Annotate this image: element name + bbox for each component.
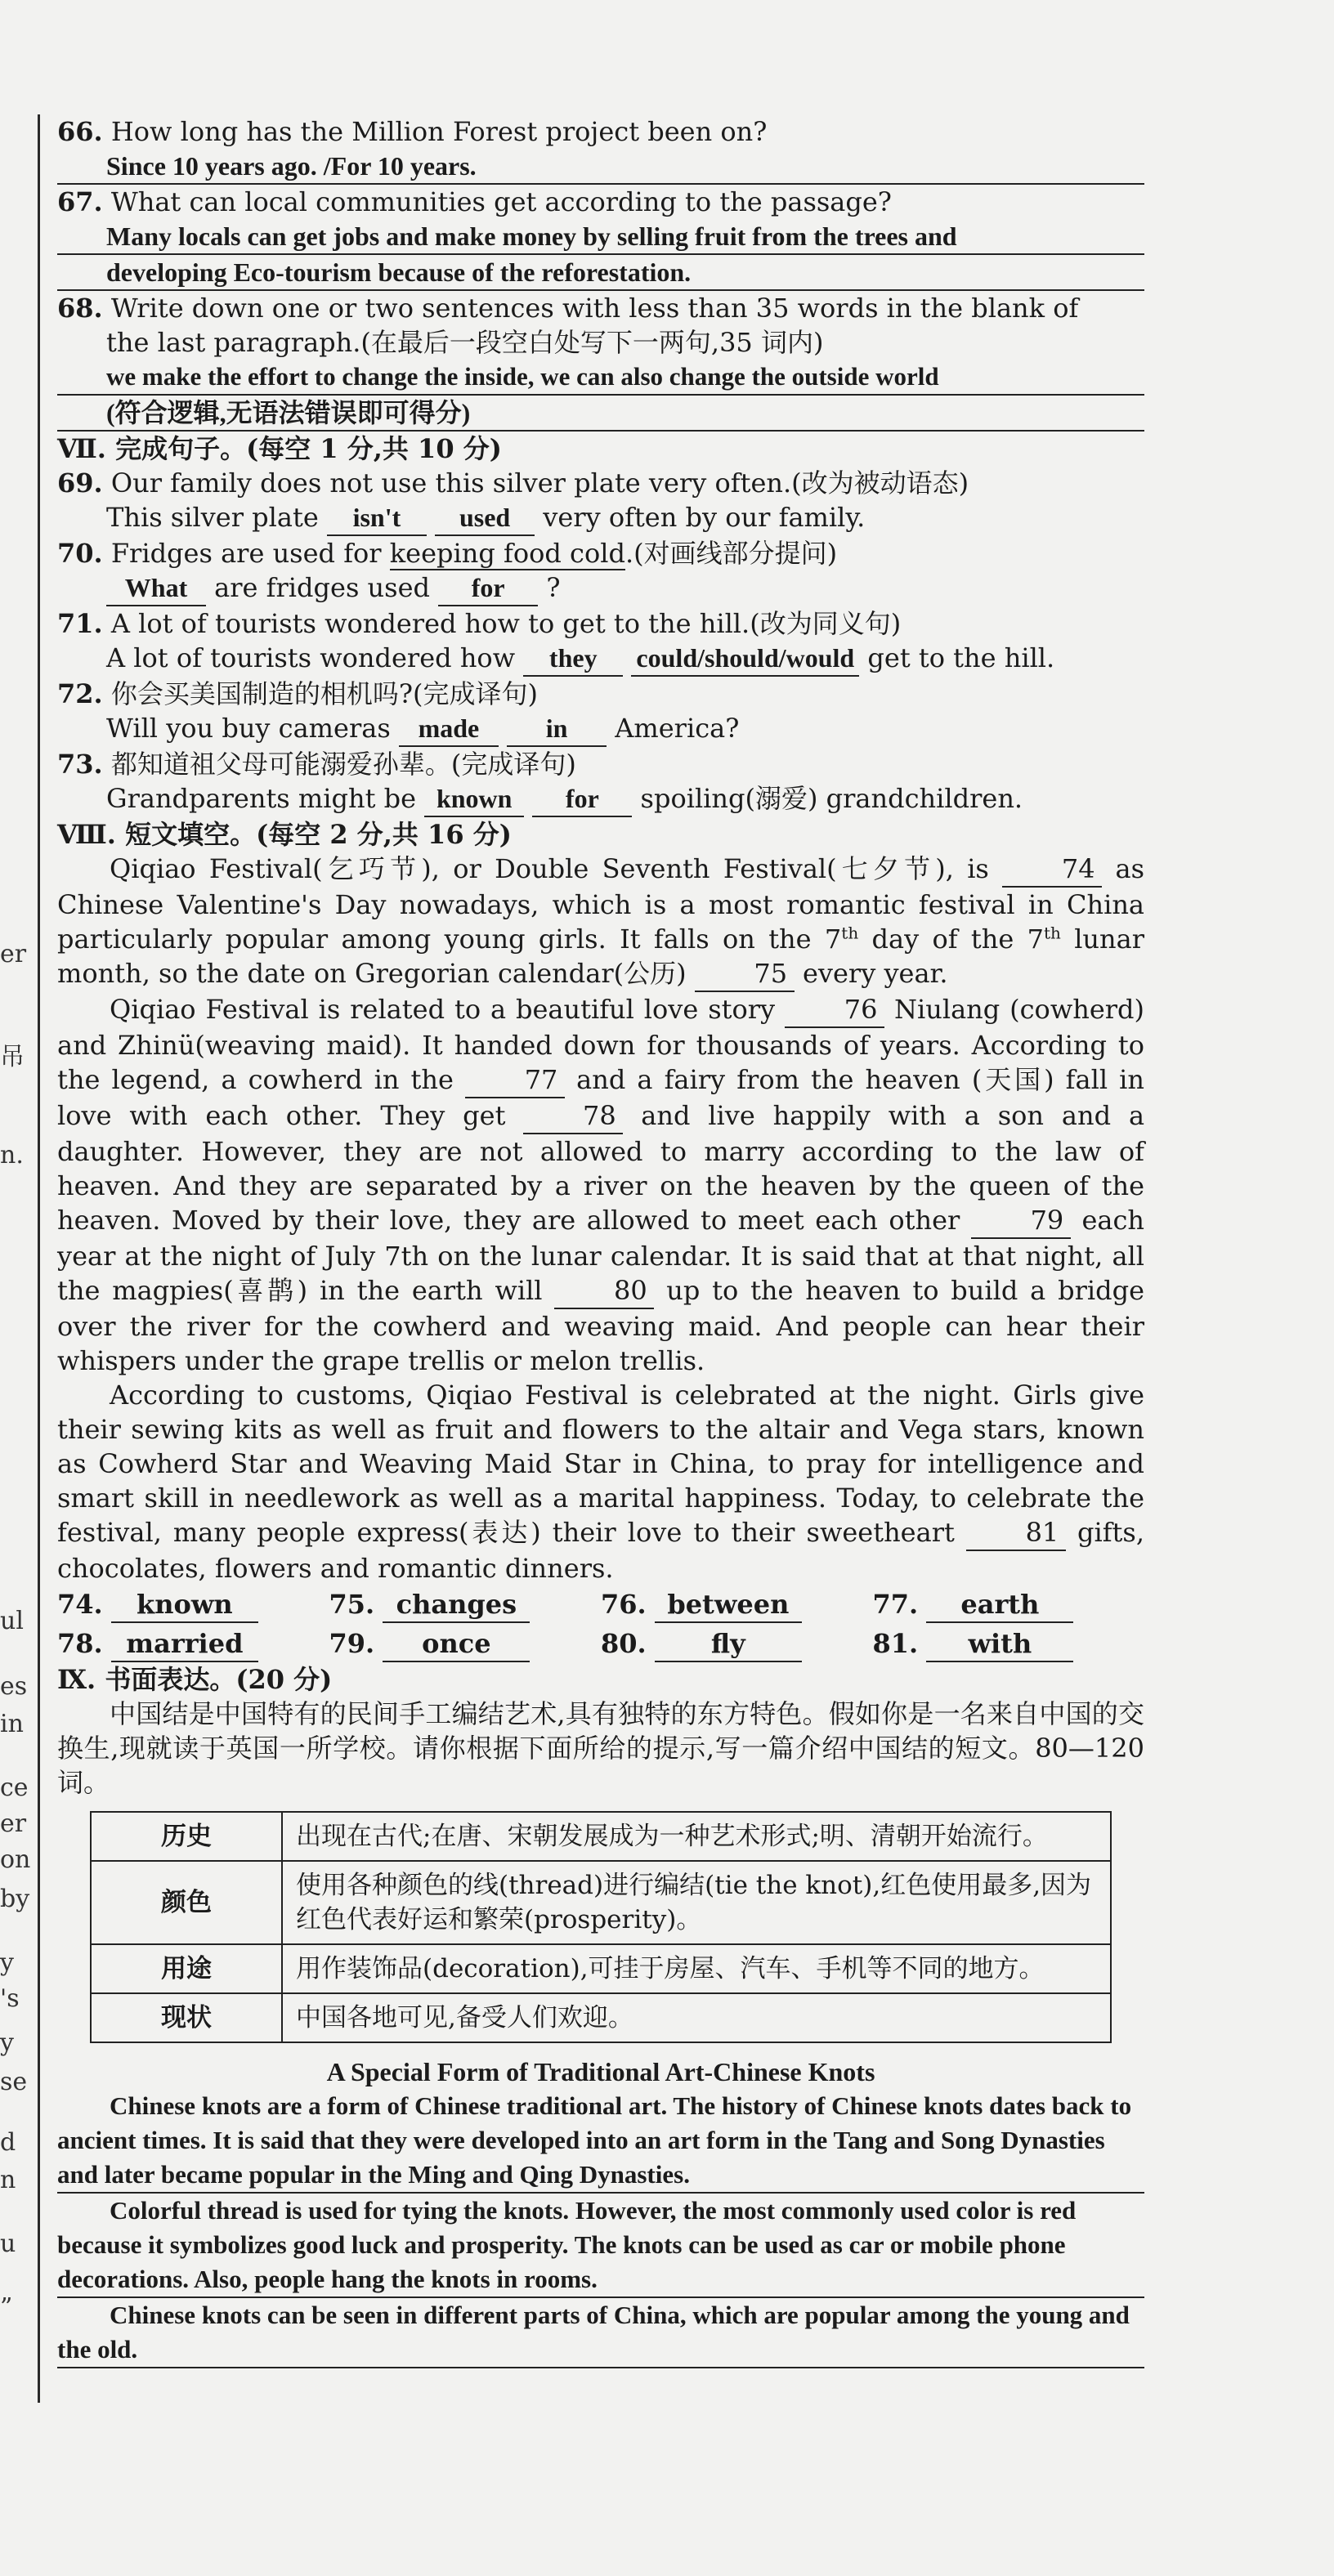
passage-answers	[57, 1587, 1144, 1662]
passage-paragraph-2: Qiqiao Festival is related to a beautiful love story 76 Niulang (cowherd) and Zhinü(weaving maid). It handed down for thousands of years. According to the legend, a cowherd in the 77 and a fairy from the heaven (天国) fall in love with each other. They get 78 and live happily with a son and a daughter. However, they are not allowed to marry according to the law of heaven. And they are separated by a river on the heaven by the queen of the heaven. Moved by their love, they are allowed to meet each other 79 each year at the night of July 7th on the lunar calendar. It is said that at that night, all the magpies(喜鹊) in the earth will 80 up to the heaven to build a bridge over the river for the cowherd and weaving maid. And people can hear their whispers under the grape trellis or melon trellis.	[57, 994, 1145, 1376]
question-68: 68. Write down one or two sentences with less than 35 words in the blank of	[57, 293, 1079, 324]
blank-71-2: could/should/would	[631, 641, 859, 677]
essay-paragraph-1: Chinese knots are a form of Chinese traditional art. The history of Chinese knots dates back to ancient times. It is said that they were developed into an art form in the Tang and Song Dynasties and later became popular in the Ming and Qing Dynasties.	[57, 2089, 1144, 2194]
blank-77: 77	[465, 1062, 565, 1098]
writing-prompt: 中国结是中国特有的民间手工编结艺术,具有独特的东方特色。假如你是一名来自中国的交换生,现就读于英国一所学校。请你根据下面所给的提示,写一篇介绍中国结的短文。80—120 词。	[57, 1698, 1144, 1798]
margin-fragment: ce	[0, 1773, 29, 1802]
passage-paragraph-3: According to customs, Qiqiao Festival is celebrated at the night. Girls give their sewing kits as well as fruit and flowers to the altair and Vega stars, known as Cowherd Star and Weaving Maid Star in China, to pray for intelligence and smart skill in needlework as well as a marital happiness. Today, to celebrate the festival, many people express(表达) their love to their sweetheart 81 gifts, chocolates, flowers and romantic dinners.	[57, 1380, 1144, 1584]
margin-fragment: n.	[0, 1141, 24, 1169]
margin-fragment: d	[0, 2128, 16, 2157]
margin-fragment: n	[0, 2166, 16, 2194]
margin-fragment: on	[0, 1845, 31, 1874]
answer-item: 75. changes	[329, 1587, 602, 1623]
margin-fragment: in	[0, 1710, 24, 1738]
blank-78: 78	[523, 1098, 623, 1134]
blank-76: 76	[785, 992, 884, 1028]
blank-80: 80	[554, 1273, 654, 1309]
question-70: 70. Fridges are used for keeping food cold.(对画线部分提问)	[57, 538, 838, 569]
binding-line	[38, 114, 40, 2403]
margin-fragment: ”	[0, 2293, 13, 2322]
margin-fragment: u	[0, 2229, 16, 2258]
margin-fragment: se	[0, 2068, 28, 2096]
question-68-line2: the last paragraph.(在最后一段空白处写下一两句,35 词内)	[106, 327, 824, 358]
section-9-title: Ⅸ. 书面表达。(20 分)	[57, 1664, 333, 1695]
answer-item: 77. earth	[873, 1587, 1145, 1623]
question-69: 69. Our family does not use this silver plate very often.(改为被动语态)	[57, 467, 969, 499]
worksheet-content	[57, 114, 1144, 2368]
question-66: 66. How long has the Million Forest project been on?	[57, 116, 768, 147]
essay-body	[57, 2089, 1144, 2368]
underlined-phrase: keeping food cold	[389, 538, 625, 569]
margin-fragment: y	[0, 1948, 14, 1977]
hints-table	[90, 1811, 1112, 2043]
blank-75: 75	[695, 956, 795, 992]
table-row: 用途 用作装饰品(decoration),可挂于房屋、汽车、手机等不同的地方。	[91, 1944, 1111, 1993]
section-7-title: Ⅶ. 完成句子。(每空 1 分,共 10 分)	[57, 433, 502, 464]
answer-67-line1: Many locals can get jobs and make money by selling fruit from the trees and	[57, 219, 1144, 255]
question-72: 72. 你会买美国制造的相机吗?(完成译句)	[57, 678, 538, 709]
answer-item: 80. fly	[601, 1626, 873, 1662]
table-row: 历史 出现在古代;在唐、宋朝发展成为一种艺术形式;明、清朝开始流行。	[91, 1812, 1111, 1861]
essay-paragraph-2: Colorful thread is used for tying the knots. However, the most commonly used color is red because it symbolizes good luck and prosperity. The knots can be used as car or mobile phone decorations. Also, people hang the knots in rooms.	[57, 2194, 1144, 2298]
answer-67-line2: developing Eco-tourism because of the reforestation.	[57, 255, 1144, 291]
answer-69: This silver plate isn't used very often by our family.	[57, 500, 1144, 536]
blank-71-1: they	[523, 641, 623, 677]
margin-fragment: by	[0, 1885, 30, 1913]
answer-68-line2: (符合逻辑,无语法错误即可得分)	[57, 396, 1144, 432]
answer-71: A lot of tourists wondered how they could/should/would get to the hill.	[57, 641, 1144, 677]
table-row: 现状 中国各地可见,备受人们欢迎。	[91, 1993, 1111, 2042]
answer-70: What are fridges used for ?	[57, 570, 1144, 606]
blank-73-1: known	[424, 781, 524, 817]
margin-fragment: y	[0, 2028, 14, 2057]
passage-paragraph-1: Qiqiao Festival(乞巧节), or Double Seventh Festival(七夕节), is 74 as Chinese Valentine's Day nowadays, which is a most romantic festival in China particularly popular among young girls. It falls on the 7th day of the 7th lunar month, so the date on Gregorian calendar(公历) 75 every year.	[57, 852, 1144, 992]
answer-item: 76. between	[601, 1587, 873, 1623]
answer-item: 81. with	[873, 1626, 1145, 1662]
answer-item: 79. once	[329, 1626, 602, 1662]
margin-fragment: er	[0, 1809, 27, 1838]
answer-item: 78. married	[57, 1626, 329, 1662]
blank-70-1: What	[106, 570, 206, 606]
table-row: 颜色 使用各种颜色的线(thread)进行编结(tie the knot),红色使用最多,因为红色代表好运和繁荣(prosperity)。	[91, 1861, 1111, 1944]
essay-paragraph-3: Chinese knots can be seen in different parts of China, which are popular among the young and the old.	[57, 2298, 1144, 2368]
margin-fragment: es	[0, 1672, 28, 1701]
margin-fragment: ul	[0, 1607, 24, 1635]
essay-title: A Special Form of Traditional Art-Chinese Knots	[326, 2057, 875, 2086]
margin-fragment: er	[0, 940, 27, 968]
blank-79: 79	[971, 1203, 1071, 1239]
question-71: 71. A lot of tourists wondered how to get to the hill.(改为同义句)	[57, 608, 902, 639]
blank-69-2: used	[435, 500, 535, 536]
answer-66: Since 10 years ago. /For 10 years.	[57, 149, 1144, 185]
blank-81: 81	[966, 1515, 1066, 1551]
question-67: 67. What can local communities get according to the passage?	[57, 186, 892, 217]
answer-72: Will you buy cameras made in America?	[57, 711, 1144, 747]
answer-73: Grandparents might be known for spoiling(溺爱) grandchildren.	[57, 781, 1144, 817]
blank-74: 74	[1002, 852, 1102, 888]
section-8-title: Ⅷ. 短文填空。(每空 2 分,共 16 分)	[57, 819, 512, 850]
blank-69-1: isn't	[327, 500, 427, 536]
blank-72-2: in	[507, 711, 607, 747]
question-73: 73. 都知道祖父母可能溺爱孙辈。(完成译句)	[57, 749, 576, 780]
margin-fragment: 's	[0, 1984, 20, 2013]
blank-70-2: for	[438, 570, 538, 606]
answer-item: 74. known	[57, 1587, 329, 1623]
blank-73-2: for	[532, 781, 632, 817]
answer-68-line1: we make the effort to change the inside, we can also change the outside world	[57, 360, 1144, 396]
margin-fragment: 吊	[0, 1043, 25, 1071]
blank-72-1: made	[399, 711, 499, 747]
